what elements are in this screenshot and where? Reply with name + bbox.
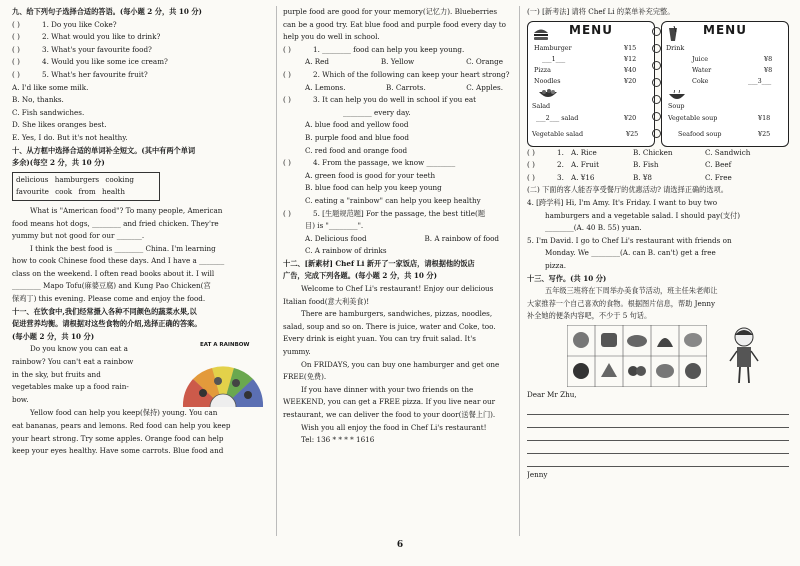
section-12-title: 广告，完成下列各题。(每小题 2 分，共 10 分) (283, 271, 438, 281)
question-row: ( ) 1. ________ food can help you keep young. (283, 44, 465, 54)
section-13-title: 十三、写作。(共 10 分) (527, 273, 607, 283)
rainbow-plate-image (178, 345, 268, 407)
answer-option: E. Yes, I do. But it's not healthy. (12, 132, 128, 142)
ad-line: Wish you all enjoy the food in Chef Li's restaurant! (301, 422, 487, 432)
answer-option: C. A rainbow of drinks (305, 246, 387, 256)
writing-instruction: 补全她的便条内容吧，不少于 5 句话。 (527, 311, 652, 321)
question-line: 4. [跨学科] Hi, I'm Amy. It's Friday. I want to buy two (527, 197, 718, 207)
ad-line: restaurant, we can deliver the food to your door(送餐上门). (283, 410, 496, 419)
question-line: hamburgers and a vegetable salad. I should pay(支付) (545, 210, 741, 220)
ad-line: salad, soup and so on. There is juice, water and Coke, too. (283, 321, 496, 331)
passage-line: I think the best food is ________ China. I'm learning (30, 243, 216, 253)
ad-line: If you have dinner with your two friends on the (301, 384, 474, 394)
question-row: ( ) 2. A. Fruit B. Fish C. Beef (527, 160, 732, 170)
answer-option: A. green food is good for your teeth (305, 170, 436, 180)
passage-line: yummy but not good for our _______. (12, 231, 145, 241)
question-row: ( ) 2. What would you like to drink? (12, 32, 161, 42)
menu-title: MENU (703, 22, 747, 37)
answer-option: A. blue food and yellow food (305, 120, 409, 130)
writing-line[interactable] (527, 441, 789, 454)
question-row: ( ) 2. Which of the following can keep your heart strong? (283, 69, 510, 79)
section-9-title: 九、给下列句子选择合适的答语。(每小题 2 分，共 10 分) (12, 7, 202, 16)
section-12-title: 十二、[新素材] Chef Li 新开了一家饭店，请根据他的饭店 (283, 258, 475, 268)
question-row: ( ) 3. A. ¥16 B. ¥8 C. Free (527, 172, 732, 182)
ad-line: WEEKEND, you can get a FREE pizza. If you live near our (283, 397, 496, 407)
answer-option: A. I'd like some milk. (12, 82, 89, 92)
writing-line[interactable] (527, 428, 789, 441)
ad-line: FREE(免费). (283, 372, 327, 382)
passage-line: What is "American food"? To many people, American (30, 205, 223, 215)
passage-line: purple food are good for your memory(记忆力). Blueberries (283, 7, 498, 16)
question-line: 5. I'm David. I go to Chef Li's restaurant with friends on (527, 235, 732, 245)
column-divider (519, 6, 520, 536)
question-row: ( ) 1. A. Rice B. Chicken C. Sandwich (527, 147, 751, 157)
answer-option: D. She likes oranges best. (12, 120, 107, 130)
question-row: ( ) 4. Would you like some ice cream? (12, 57, 168, 67)
ad-line: On FRIDAYS, you can buy one hamburger and get one (301, 359, 500, 369)
options-row: A. Red B. Yellow C. Orange (305, 57, 503, 67)
question-row: ( ) 5. [生题规范题] For the passage, the best title(题 (283, 208, 486, 218)
passage-line: 保鸡丁) this evening. Please come and enjoy the food. (12, 294, 206, 304)
passage-line: how to cook Chinese food these days. And I have a _______ (12, 256, 225, 266)
word-box: delicious hamburgers cooking favourite cook from health (12, 172, 160, 201)
ad-line: yummy. (283, 347, 311, 357)
column-divider (276, 6, 277, 536)
section-10-title: 多余)(每空 2 分，共 10 分) (12, 158, 105, 168)
passage-line: ________ Mapo Tofu(麻婆豆腐) and Kung Pao Chicken(宫 (12, 281, 211, 291)
letter-signature: Jenny (527, 469, 548, 479)
rainbow-label: EAT A RAINBOW (200, 342, 250, 349)
middle-column: purple food are good for your memory(记忆力). Blueberries can be a good try. Eat blue food and purple food every day to help you do well in school. ( ) 1. ________ food can help you keep young. A. Red B. Yellow C. Orange ( ) 2. Which of the following can keep your heart strong? A. Lemons. B. Carrots. C. Apples. ( ) 3. It can help you do well in school if you eat ________ every day. A. blue food and yellow food B. purple food and blue food C. red food and orange food ( ) 4. From the passage, we know ________ A. green food is good for your teeth B. blue food can help you keep young C. eating a "rainbow" can help you keep healthy ( ) 5. [生题规范题] For the passage, the best title(题 目) is "________". A. Delicious food B. A rainbow of food C. A rainbow of drinks 十二、[新素材] Chef Li 新开了一家饭店，请根据他的饭店 广告，完成下列各题。(每小题 2 分，共 10 分) Welcome to Chef Li's restaurant! Enjoy our delicious Italian food(意大利美食)! There are hamburgers, sandwiches, pizzas, noodles, salad, soup and so on. There is juice, water and Coke, too. Every drink is eight yuan. You can try fruit salad. It's yummy. On FRIDAYS, you can buy one hamburger and get one FREE(免费). If you have dinner with your two friends on the WEEKEND, you can get a FREE pizza. If you live near our restaurant, we can deliver the food to your door(送餐上门). Wish you all enjoy the food in Chef Li's restaurant! Tel: 136 * * * * 1616 (283, 6, 513, 447)
ad-line: Welcome to Chef Li's restaurant! Enjoy our delicious (301, 284, 494, 294)
options-row: A. Delicious food B. A rainbow of food (305, 233, 499, 243)
food-grid-image (567, 325, 707, 387)
page-number: 6 (396, 540, 404, 550)
question-line: Monday. We ________(A. can B. can't) get a free (545, 248, 716, 258)
question-row: ( ) 1. Do you like Coke? (12, 19, 117, 29)
writing-instruction: 大家推荐一个自己喜欢的食物。根据图片信息，帮助 Jenny (527, 298, 716, 308)
passage-line: class on the weekend. I often read books about it. I will (12, 268, 215, 278)
question-row: ( ) 3. What's your favourite food? (12, 44, 152, 54)
salad-bowl-icon (538, 88, 558, 100)
soup-bowl-icon (668, 90, 686, 102)
writing-instruction: 五年级三班将在下周举办美食节活动，班主任朱老师让 (545, 286, 718, 296)
burger-icon (532, 26, 550, 42)
letter-greeting: Dear Mr Zhu, (527, 389, 577, 399)
question-row: ( ) 5. What's her favourite fruit? (12, 69, 148, 79)
answer-option: B. No, thanks. (12, 95, 64, 105)
passage-line: eat bananas, pears and lemons. Red food can help you keep (12, 421, 231, 431)
answer-option: B. blue food can help you keep young (305, 183, 442, 193)
drink-glass-icon (668, 26, 678, 42)
section-10-title: 十、从方框中选择合适的单词补全短文。(其中有两个单词 (12, 145, 196, 155)
writing-line[interactable] (527, 415, 789, 428)
ad-line: Every drink is eight yuan. You can try fruit salad. It's (283, 334, 476, 344)
ad-line: Italian food(意大利美食)! (283, 296, 370, 306)
food-picture-area (527, 323, 789, 389)
left-menu-card: MENU Hamburger ¥15 ___1___ ¥12 Pizza ¥40 Noodles ¥20 Salad ___2___ salad ¥20 Vegetable salad ¥25 (527, 21, 655, 147)
answer-option: C. Fish sandwiches. (12, 107, 85, 117)
subsection-1-title: (一) [新考法] 请将 Chef Li 的菜单补充完整。 (527, 7, 675, 16)
left-column (12, 6, 270, 458)
options-row: A. Lemons. B. Carrots. C. Apples. (305, 82, 503, 92)
passage-line: keep your eyes healthy. Have some carrots. Blue food and (12, 446, 224, 456)
menu-title: MENU (569, 22, 613, 37)
question-line: pizza. (545, 260, 567, 270)
ad-line: Tel: 136 * * * * 1616 (301, 435, 375, 445)
passage-line: food means hot dogs, ________ and fried chicken. They're (12, 218, 219, 228)
passage-line: your heart strong. Try some apples. Orange food can help (12, 433, 224, 443)
answer-option: B. purple food and blue food (305, 132, 409, 142)
passage-line: help you do well in school. (283, 32, 380, 42)
passage-line: can be a good try. Eat blue food and purple food every day to (283, 19, 506, 29)
section-11-title: (每小题 2 分，共 10 分) (12, 331, 95, 341)
answer-option: C. eating a "rainbow" can help you keep healthy (305, 195, 481, 205)
right-menu-card: MENU Drink Juice ¥8 Water ¥8 Coke ___3___ Soup Vegetable soup ¥18 Seafood soup ¥25 (661, 21, 789, 147)
section-11-title: 促进营养均衡。请根据对这些食物的介绍,选择正确的答案。 (12, 319, 202, 329)
writing-line[interactable] (527, 454, 789, 467)
ad-line: There are hamburgers, sandwiches, pizzas, noodles, (301, 309, 493, 319)
question-line: ________(A. 40 B. 55) yuan. (545, 223, 642, 233)
answer-option: C. red food and orange food (305, 145, 408, 155)
right-column (527, 6, 789, 481)
jenny-girl-image (727, 325, 761, 387)
rainbow-block: Do you know you can eat a rainbow? You can't eat a rainbow in the sky, but fruits and vegetables make up a food rain- bow. EAT A RAINBOW (12, 343, 270, 407)
section-11-title: 十一、在饮食中,我们经常摄入各种不同颜色的蔬菜水果,以 (12, 306, 197, 316)
passage-line: Yellow food can help you keep(保持) young. You can (30, 408, 218, 418)
subsection-2-title: (二) 下面的客人能否享受餐厅的优惠活动? 请选择正确的选项。 (527, 185, 728, 195)
menu-illustration (527, 21, 789, 147)
writing-line[interactable] (527, 402, 789, 415)
question-row: ( ) 4. From the passage, we know ________ (283, 158, 456, 168)
question-row: ( ) 3. It can help you do well in school if you eat (283, 95, 477, 105)
